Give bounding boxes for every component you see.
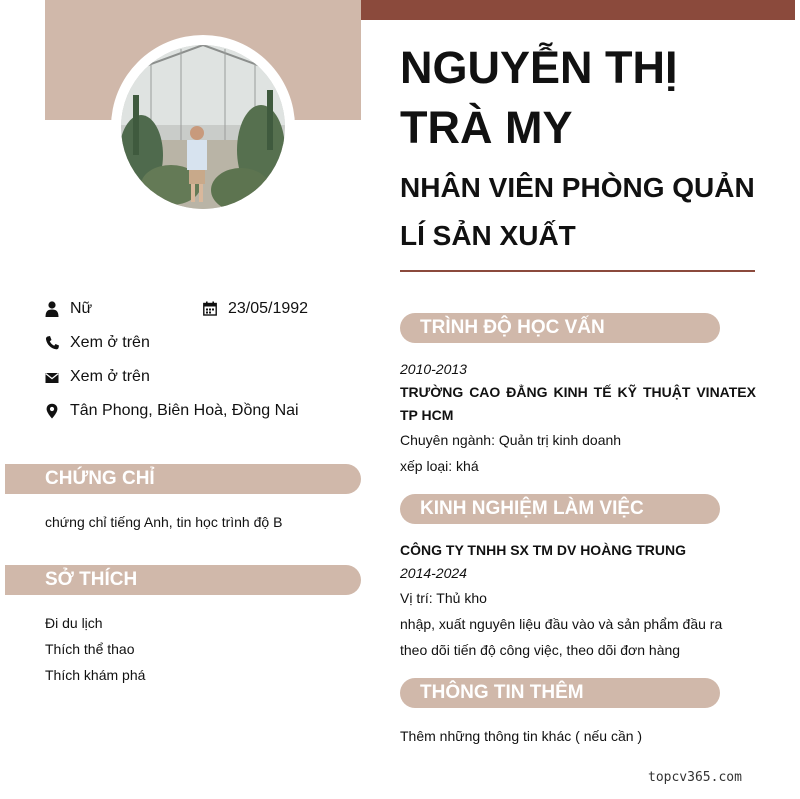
experience-heading: KINH NGHIỆM LÀM VIỆC xyxy=(400,494,720,524)
address-value: Tân Phong, Biên Hoà, Đồng Nai xyxy=(70,402,299,419)
contact-address xyxy=(45,400,345,422)
job-title: NHÂN VIÊN PHÒNG QUẢN LÍ SẢN XUẤT xyxy=(400,172,755,251)
avatar-photo xyxy=(111,35,295,219)
hobby-item: Đi du lịch xyxy=(45,615,103,631)
title-divider xyxy=(400,270,755,272)
additional-heading: THÔNG TIN THÊM xyxy=(400,678,720,708)
hobbies-heading: SỞ THÍCH xyxy=(5,565,361,595)
certificates-text: chứng chỉ tiếng Anh, tin học trình độ B xyxy=(45,514,283,530)
gender-value: Nữ xyxy=(70,300,93,317)
watermark-text: topcv365.com xyxy=(648,770,742,785)
experience-duty: nhập, xuất nguyên liệu đầu vào và sản phẩm đầu ra xyxy=(400,616,723,632)
hobby-item: Thích khám phá xyxy=(45,667,146,683)
contact-birthdate xyxy=(203,298,343,320)
email-value: Xem ở trên xyxy=(70,368,150,385)
contact-phone xyxy=(45,332,245,354)
top-accent-bar xyxy=(361,0,795,20)
education-period: 2010-2013 xyxy=(400,361,467,377)
additional-text: Thêm những thông tin khác ( nếu cần ) xyxy=(400,728,643,744)
contact-gender xyxy=(45,298,195,320)
education-grade: xếp loại: khá xyxy=(400,458,479,474)
hobby-item: Thích thể thao xyxy=(45,641,135,657)
phone-value: Xem ở trên xyxy=(70,334,150,351)
education-major: Chuyên ngành: Quản trị kinh doanh xyxy=(400,432,622,448)
phone-icon xyxy=(45,335,59,351)
experience-duty: theo dõi tiến độ công việc, theo dõi đơn hàng xyxy=(400,642,681,658)
person-icon xyxy=(45,301,59,317)
contact-email xyxy=(45,366,245,388)
envelope-icon xyxy=(45,369,59,385)
avatar xyxy=(111,35,295,219)
map-pin-icon xyxy=(45,403,59,419)
education-heading: TRÌNH ĐỘ HỌC VẤN xyxy=(400,313,720,343)
education-school: TRƯỜNG CAO ĐẲNG KINH TẾ KỸ THUẬT VINATEX TP HCM xyxy=(400,384,756,423)
experience-period: 2014-2024 xyxy=(400,565,467,581)
calendar-icon xyxy=(203,301,217,317)
certificates-heading: CHỨNG CHỈ xyxy=(5,464,361,494)
experience-company: CÔNG TY TNHH SX TM DV HOÀNG TRUNG xyxy=(400,542,686,558)
birthdate-value: 23/05/1992 xyxy=(228,300,309,317)
candidate-name: NGUYỄN THỊ TRÀ MY xyxy=(400,42,678,153)
experience-position: Vị trí: Thủ kho xyxy=(400,590,487,606)
